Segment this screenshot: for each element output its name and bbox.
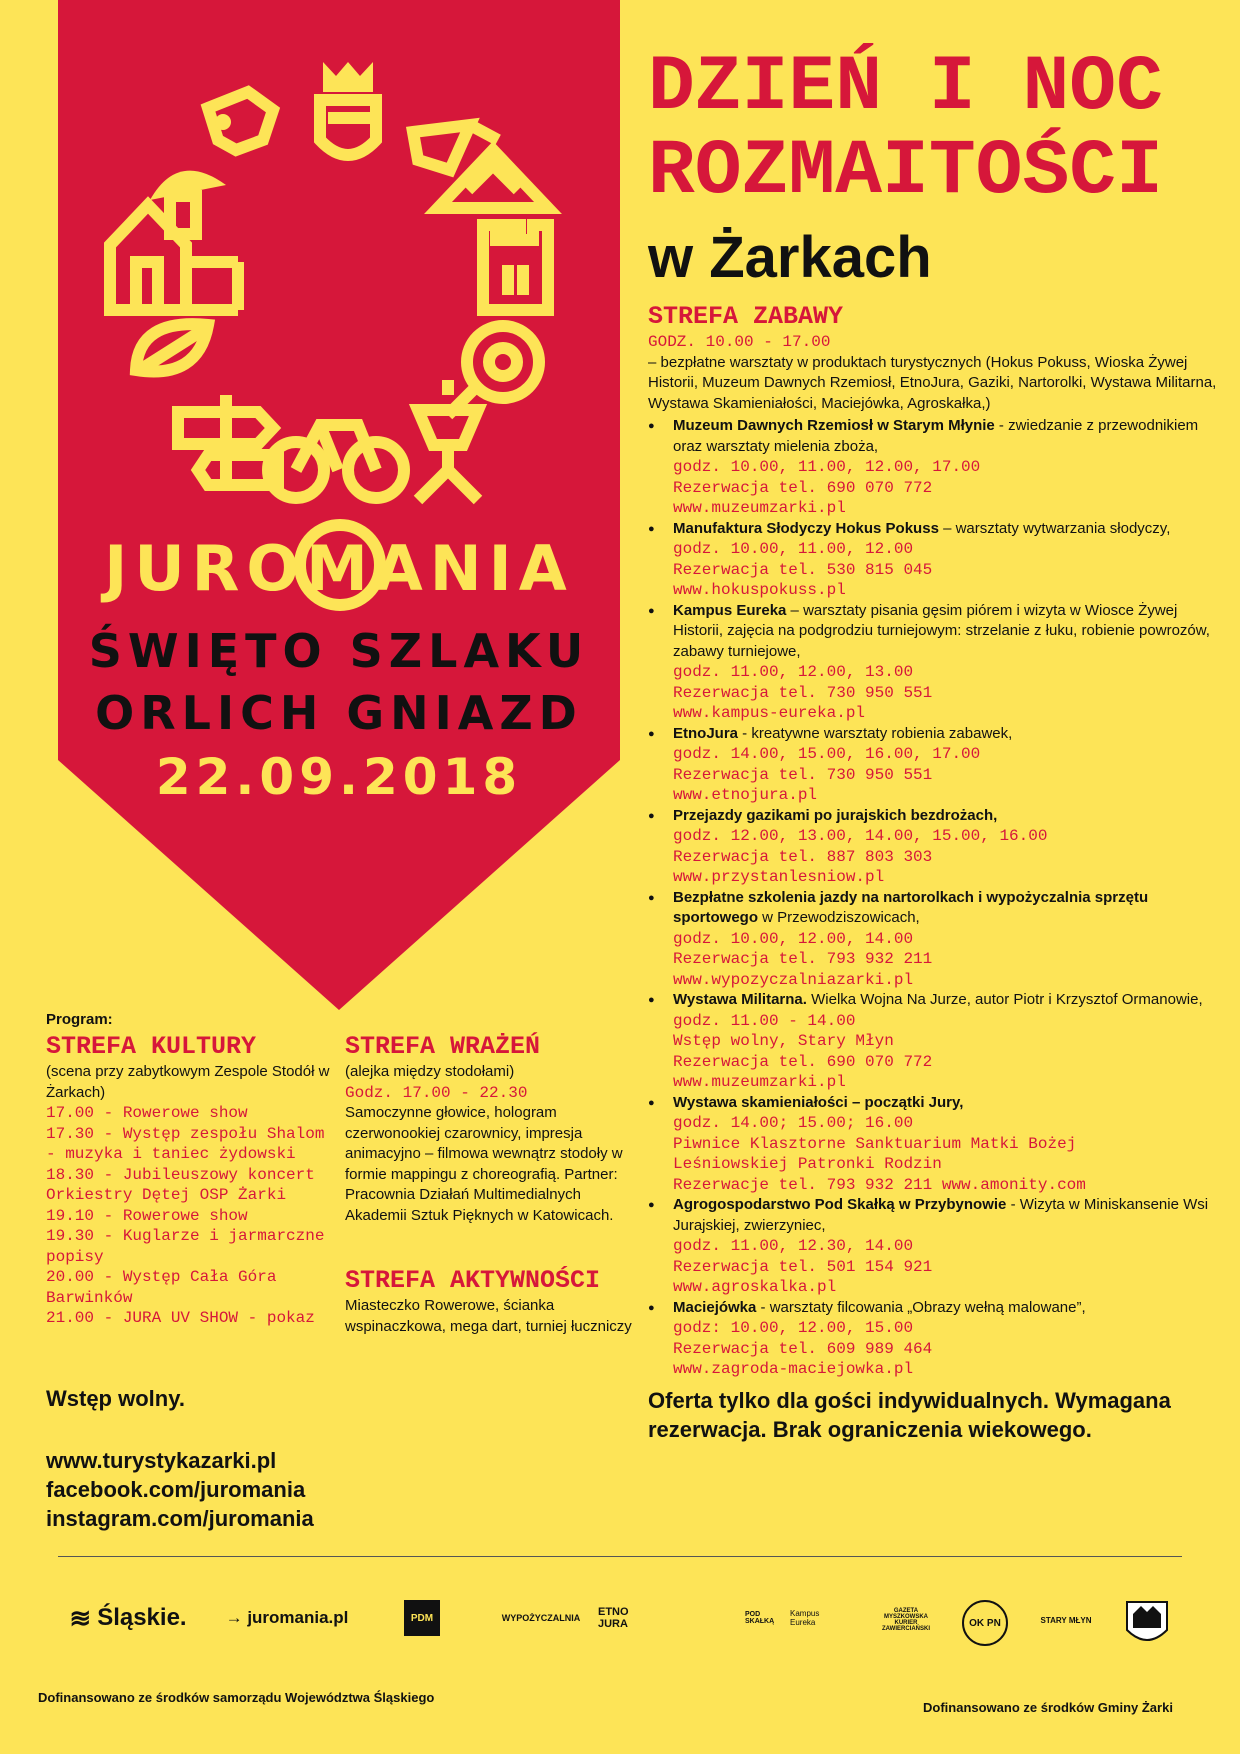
schedule-item: 17.00 - Rowerowe show bbox=[46, 1104, 248, 1122]
event-title-line2: ORLICH GNIAZD bbox=[95, 686, 583, 740]
main-title-line1: DZIEŃ I NOC bbox=[648, 44, 1163, 132]
activity-item bbox=[648, 806, 1228, 888]
schedule-item: 17.30 - Występ zespołu Shalom - muzyka i taniec żydowski bbox=[46, 1124, 325, 1163]
offer-note: Oferta tylko dla gości indywidualnych. Wymagana rezerwacja. Brak ograniczenia wiekowego. bbox=[648, 1387, 1171, 1442]
main-title bbox=[648, 46, 1228, 214]
activity-description: ● Kampus Eureka – warsztaty pisania gęsim piórem i wizyta w Wiosce Żywej Historii, zajęcia na podgrodziu turniejowym: strzelanie z łuku, robienie powrozów, zabawy turniejowe, bbox=[673, 601, 1210, 660]
activity-detail-line: Rezerwacja tel. 730 950 551 bbox=[673, 765, 933, 784]
footer-divider bbox=[58, 1556, 1182, 1557]
activity-list bbox=[648, 416, 1228, 1380]
strefa-zabawy-title: STREFA ZABAWY bbox=[648, 302, 844, 331]
activity-detail-line: www.muzeumzarki.pl bbox=[673, 1073, 846, 1091]
web-links bbox=[46, 1446, 314, 1533]
activity-item bbox=[648, 888, 1228, 991]
coat-of-arms-icon bbox=[1125, 1600, 1169, 1650]
kultura-schedule bbox=[46, 1103, 336, 1329]
funding-note-left: Dofinansowano ze środków samorządu Województwa Śląskiego bbox=[38, 1690, 435, 1705]
strefa-aktywnosci-title: STREFA AKTYWNOŚCI bbox=[345, 1266, 601, 1295]
activity-detail-line: godz. 10.00, 12.00, 14.00 bbox=[673, 929, 914, 948]
activity-description: ● Manufaktura Słodyczy Hokus Pokuss – warsztaty wytwarzania słodyczy, bbox=[673, 519, 1171, 537]
schedule-item: 19.30 - Kuglarze i jarmarczne popisy bbox=[46, 1227, 325, 1266]
zarki-coat-of-arms bbox=[1125, 1600, 1169, 1650]
strefa-zabawy-section bbox=[648, 302, 1228, 1444]
program-label: Program: bbox=[46, 1011, 113, 1028]
activity-detail-line: godz. 10.00, 11.00, 12.00 bbox=[673, 540, 914, 558]
free-entry-note: Wstęp wolny. bbox=[46, 1386, 185, 1411]
strefa-wrazen-hours: Godz. 17.00 - 22.30 bbox=[345, 1083, 528, 1102]
okpn-logo: OK PN bbox=[962, 1600, 1008, 1646]
activity-detail-line: Rezerwacja tel. 690 070 772 bbox=[673, 1052, 933, 1071]
activity-detail-line: www.przystanlesniow.pl bbox=[673, 868, 885, 886]
banner-graphic bbox=[58, 0, 620, 1010]
brand-title: JUROMANIA bbox=[104, 532, 574, 605]
activity-detail-line: godz. 12.00, 13.00, 14.00, 15.00, 16.00 bbox=[673, 827, 1048, 845]
activity-detail-line: Rezerwacja tel. 730 950 551 bbox=[673, 683, 933, 702]
strefa-aktywnosci-desc: Miasteczko Rowerowe, ścianka wspinaczkowa, mega dart, turniej łuczniczy bbox=[345, 1297, 632, 1335]
strefa-zabawy-hours: GODZ. 10.00 - 17.00 bbox=[648, 333, 831, 351]
activity-detail-line: www.kampus-eureka.pl bbox=[673, 704, 866, 722]
activity-description: ● Przejazdy gazikami po jurajskich bezdrożach, bbox=[673, 806, 998, 824]
strefa-wrazen-section bbox=[345, 1032, 637, 1226]
activity-detail-line: www.agroskalka.pl bbox=[673, 1278, 837, 1296]
funding-note-right: Dofinansowano ze środków Gminy Żarki bbox=[923, 1700, 1173, 1715]
activity-detail-line: godz. 14.00; 15.00; 16.00 bbox=[673, 1114, 914, 1132]
activity-detail-line: www.muzeumzarki.pl bbox=[673, 499, 846, 517]
strefa-wrazen-subtitle: (alejka między stodołami) bbox=[345, 1063, 515, 1080]
activity-detail-line: Rezerwacja tel. 690 070 772 bbox=[673, 478, 933, 497]
strefa-wrazen-title: STREFA WRAŻEŃ bbox=[345, 1032, 541, 1061]
schedule-item: 20.00 - Występ Cała Góra Barwinków bbox=[46, 1268, 277, 1307]
website-link[interactable]: www.turystykazarki.pl bbox=[46, 1448, 277, 1473]
activity-detail-line: Rezerwacja tel. 793 932 211 bbox=[673, 950, 933, 968]
activity-description: ● Wystawa Militarna. Wielka Wojna Na Jurze, autor Piotr i Krzysztof Ormanowie, bbox=[673, 991, 1203, 1008]
activity-detail-line: godz. 11.00, 12.00, 13.00 bbox=[673, 663, 914, 681]
pod-skalka-logo: POD SKAŁKĄ bbox=[745, 1611, 775, 1625]
activity-detail-line: godz. 14.00, 15.00, 16.00, 17.00 bbox=[673, 745, 981, 763]
stary-mlyn-logo: STARY MŁYN bbox=[1040, 1615, 1092, 1625]
gazeta-logo: GAZETA MYSZKOWSKA KURIER ZAWIERCIAŃSKI bbox=[882, 1608, 930, 1632]
schedule-item: 18.30 - Jubileuszowy koncert Orkiestry Dętej OSP Żarki bbox=[46, 1165, 315, 1204]
activity-detail-line: Rezerwacje tel. 793 932 211 www.amonity.com bbox=[673, 1175, 1086, 1194]
activity-detail-line: godz. 10.00, 11.00, 12.00, 17.00 bbox=[673, 458, 981, 476]
activity-item bbox=[648, 724, 1228, 806]
strefa-kultury-title: STREFA KULTURY bbox=[46, 1032, 257, 1061]
strefa-aktywnosci-section bbox=[345, 1266, 637, 1337]
juromania-banner bbox=[58, 0, 620, 1010]
activity-description: ● Muzeum Dawnych Rzemiosł w Starym Młynie - zwiedzanie z przewodnikiem oraz warsztaty mielenia zboża, bbox=[673, 417, 1199, 455]
activity-item bbox=[648, 601, 1228, 724]
kampus-eureka-logo: Kampus Eureka bbox=[790, 1609, 820, 1627]
etnojura-logo: ETNO JURA bbox=[598, 1606, 629, 1630]
activity-description: ● Wystawa skamieniałości – początki Jury, bbox=[673, 1093, 964, 1111]
event-title-line1: ŚWIĘTO SZLAKU bbox=[88, 624, 590, 678]
main-title-line2: ROZMAITOŚCI bbox=[648, 128, 1163, 216]
activity-detail-line: www.zagroda-maciejowka.pl bbox=[673, 1360, 914, 1378]
activity-description: ● Bezpłatne szkolenia jazdy na nartorolkach i wypożyczalnia sprzętu sportowego w Przewodziszowicach, bbox=[673, 888, 1149, 926]
activity-detail-line: www.etnojura.pl bbox=[673, 786, 818, 804]
activity-item bbox=[648, 1298, 1228, 1380]
activity-item bbox=[648, 990, 1228, 1093]
subtitle: w Żarkach bbox=[648, 225, 932, 290]
slaskie-wave-icon: ≋ bbox=[69, 1602, 92, 1633]
juromania-logo: → juromania.pl bbox=[225, 1608, 349, 1627]
strefa-wrazen-desc: Samoczynne głowice, hologram czerwonookiej czarownicy, impresja animacyjno – filmowa wewnątrz stodoły w formie mappingu z choreografią. Partner: Pracownia Działań Multimedialnych Akademii Sztuk Pięknych w Katowicach. bbox=[345, 1104, 623, 1224]
wypozyczalnia-logo: WYPOŻYCZALNIA bbox=[501, 1613, 581, 1623]
strefa-kultury-subtitle: (scena przy zabytkowym Zespole Stodół w Żarkach) bbox=[46, 1063, 330, 1101]
pdm-logo: PDM bbox=[404, 1600, 440, 1636]
activity-detail-line: www.hokuspokuss.pl bbox=[673, 581, 846, 599]
activity-detail-line: Leśniowskiej Patronki Rodzin bbox=[673, 1155, 942, 1173]
activity-detail-line: Wstęp wolny, Stary Młyn bbox=[673, 1032, 894, 1050]
activity-detail-line: Rezerwacja tel. 609 989 464 bbox=[673, 1339, 933, 1358]
activity-detail-line: www.wypozyczalniazarki.pl bbox=[673, 970, 914, 989]
slaskie-logo: ≋ Śląskie. bbox=[69, 1602, 187, 1633]
activity-detail-line: Rezerwacja tel. 887 803 303 bbox=[673, 847, 933, 866]
activity-detail-line: Rezerwacja tel. 530 815 045 bbox=[673, 560, 933, 579]
activity-detail-line: godz. 11.00, 12.30, 14.00 bbox=[673, 1237, 914, 1255]
activity-item bbox=[648, 416, 1228, 519]
strefa-zabawy-intro: – bezpłatne warsztaty w produktach turystycznych (Hokus Pokuss, Wioska Żywej Historii, Muzeum Dawnych Rzemiosł, EtnoJura, Gaziki, Nartorolki, Wystawa Militarna, Wystawa Skamieniałości, Maciejówka, Agroskałka,) bbox=[648, 353, 1217, 412]
strefa-kultury-section bbox=[46, 1032, 336, 1329]
schedule-item: 19.10 - Rowerowe show bbox=[46, 1206, 248, 1225]
activity-description: ● EtnoJura - kreatywne warsztaty robienia zabawek, bbox=[673, 724, 1013, 742]
activity-description: ● Agrogospodarstwo Pod Skałką w Przybynowie - Wizyta w Miniskansenie Wsi Jurajskiej, zwierzyniec, bbox=[673, 1196, 1209, 1234]
schedule-item: 21.00 - JURA UV SHOW - pokaz bbox=[46, 1309, 315, 1327]
activity-item bbox=[648, 519, 1228, 601]
event-date: 22.09.2018 bbox=[155, 748, 523, 806]
activity-detail-line: godz. 11.00 - 14.00 bbox=[673, 1011, 856, 1030]
activity-description: ● Maciejówka - warsztaty filcowania „Obrazy wełną malowane”, bbox=[673, 1298, 1086, 1316]
activity-item bbox=[648, 1195, 1228, 1298]
facebook-link[interactable]: facebook.com/juromania bbox=[46, 1477, 306, 1502]
activity-detail-line: godz: 10.00, 12.00, 15.00 bbox=[673, 1319, 914, 1337]
activity-detail-line: Piwnice Klasztorne Sanktuarium Matki Bożej bbox=[673, 1134, 1077, 1153]
activity-detail-line: Rezerwacja tel. 501 154 921 bbox=[673, 1257, 933, 1276]
activity-item bbox=[648, 1093, 1228, 1196]
instagram-link[interactable]: instagram.com/juromania bbox=[46, 1506, 314, 1531]
